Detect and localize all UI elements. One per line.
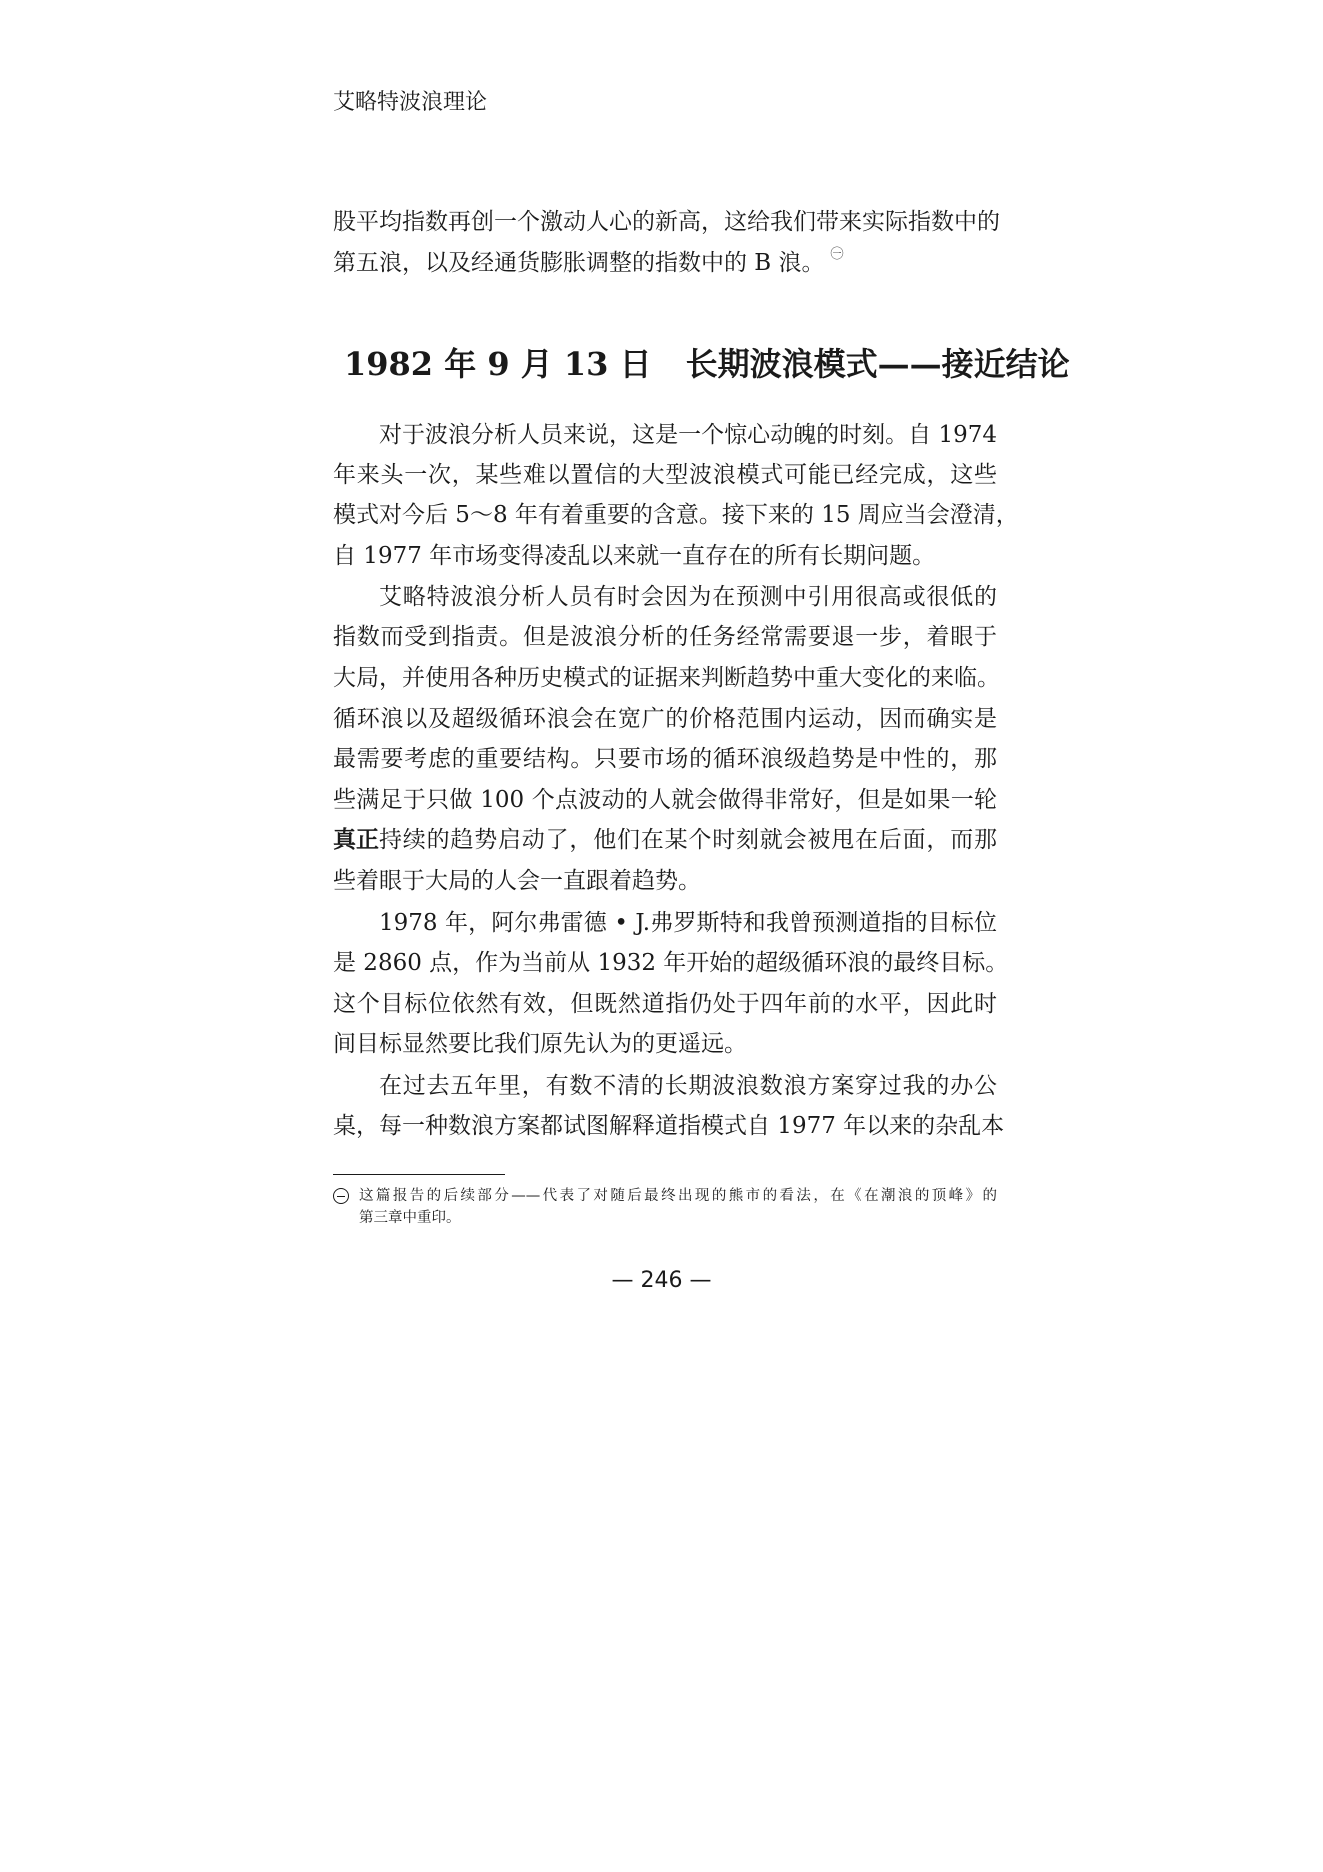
body-line: 1978 年，阿尔弗雷德 • J.弗罗斯特和我曾预测道指的目标位: [379, 910, 997, 936]
page-number: — 246 —: [611, 1268, 712, 1293]
body-line: 间目标显然要比我们原先认为的更遥远。: [333, 1031, 747, 1057]
running-header: 艾略特波浪理论: [333, 90, 488, 115]
section-date: 1982 年 9 月 13 日: [344, 345, 652, 383]
body-line: 自 1977 年市场变得凌乱以来就一直存在的所有长期问题。: [333, 543, 936, 569]
body-line: 模式对今后 5～8 年有着重要的含意。接下来的 15 周应当会澄清，: [333, 502, 1019, 528]
footnote-ref-mark: ㊀: [830, 247, 844, 262]
body-line: 这个目标位依然有效，但既然道指仍处于四年前的水平，因此时: [333, 991, 997, 1017]
emphasis-word: 真正: [333, 827, 379, 853]
body-line: 是 2860 点，作为当前从 1932 年开始的超级循环浪的最终目标。: [333, 950, 1009, 976]
footnote-line: 第三章中重印。: [359, 1210, 461, 1226]
body-line: 大局，并使用各种历史模式的证据来判断趋势中重大变化的来临。: [333, 665, 1000, 691]
footnote-divider: [333, 1174, 505, 1175]
body-line: 些着眼于大局的人会一直跟着趋势。: [333, 868, 701, 894]
body-line: [333, 825, 997, 855]
section-title: 长期波浪模式——接近结论: [685, 345, 1070, 383]
body-line: 循环浪以及超级循环浪会在宽广的价格范围内运动，因而确实是: [333, 706, 997, 732]
body-line: 些满足于只做 100 个点波动的人就会做得非常好，但是如果一轮: [333, 787, 997, 813]
body-line: 最需要考虑的重要结构。只要市场的循环浪级趋势是中性的，那: [333, 746, 997, 772]
intro-line: 股平均指数再创一个激动人心的新高，这给我们带来实际指数中的: [333, 209, 1000, 235]
intro-line: [333, 248, 997, 278]
footnote-line: 这篇报告的后续部分——代表了对随后最终出现的熊市的看法，在《在潮浪的顶峰》的: [359, 1188, 997, 1204]
body-line: 在过去五年里，有数不清的长期波浪数浪方案穿过我的办公: [379, 1073, 997, 1099]
intro-line-text: 第五浪，以及经通货膨胀调整的指数中的 B 浪。: [333, 250, 825, 276]
body-line: 桌，每一种数浪方案都试图解释道指模式自 1977 年以来的杂乱本: [333, 1113, 1005, 1139]
section-heading: [344, 344, 1070, 384]
body-line: 指数而受到指责。但是波浪分析的任务经常需要退一步，着眼于: [333, 624, 997, 650]
body-line: 年来头一次，某些难以置信的大型波浪模式可能已经完成，这些: [333, 462, 997, 488]
body-line: 艾略特波浪分析人员有时会因为在预测中引用很高或很低的: [379, 584, 997, 610]
body-line-text: 持续的趋势启动了，他们在某个时刻就会被甩在后面，而那: [379, 827, 997, 853]
body-line: 对于波浪分析人员来说，这是一个惊心动魄的时刻。自 1974: [379, 422, 997, 448]
footnote-marker-icon: [333, 1188, 349, 1204]
